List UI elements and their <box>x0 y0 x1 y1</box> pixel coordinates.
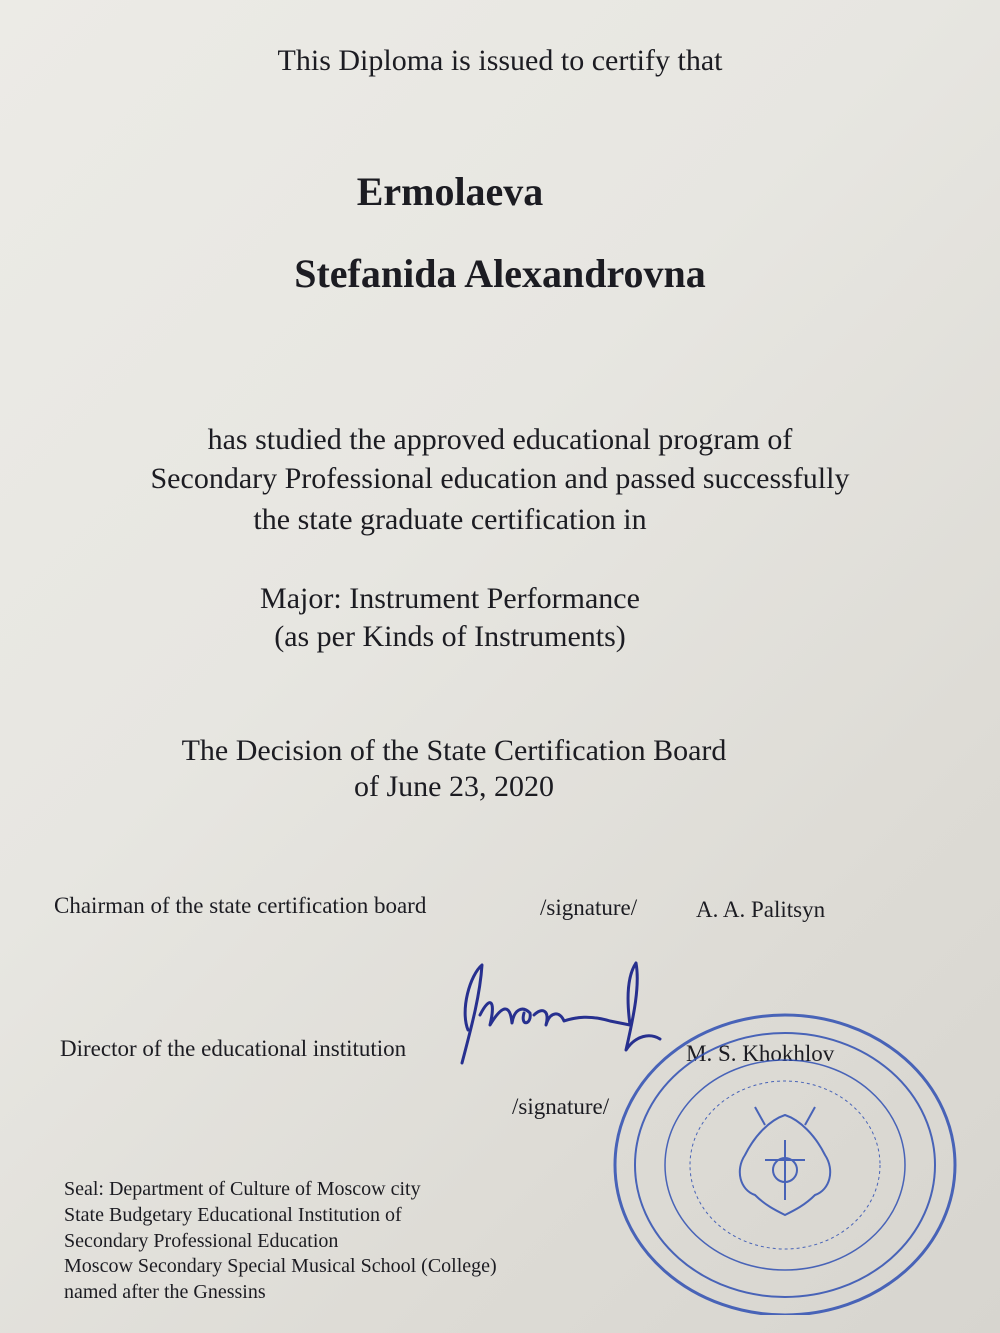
director-name: M. S. Khokhlov <box>686 1041 835 1066</box>
body-line-3: the state graduate certification in <box>253 503 647 536</box>
chairman-role: Chairman of the state certification board <box>54 893 427 918</box>
seal-description-3: Secondary Professional Education <box>64 1230 339 1252</box>
body-line-1: has studied the approved educational program of <box>207 423 793 456</box>
bleed-through-text-2 <box>540 350 640 380</box>
chairman-signature-placeholder: /signature/ <box>540 895 638 920</box>
director-role: Director of the educational institution <box>60 1036 407 1061</box>
decision-line-1: The Decision of the State Certification Board <box>181 734 727 767</box>
seal-description-4: Moscow Secondary Special Musical School (College) <box>64 1255 497 1277</box>
seal-description-5: named after the Gnessins <box>64 1281 266 1303</box>
director-signature-placeholder: /signature/ <box>512 1094 610 1119</box>
round-stamp-seal <box>605 995 965 1315</box>
graduate-given-names: Stefanida Alexandrovna <box>294 251 706 296</box>
major-line-1: Major: Instrument Performance <box>260 582 640 615</box>
intro-line: This Diploma is issued to certify that <box>277 44 723 77</box>
major-line-2: (as per Kinds of Instruments) <box>274 620 626 653</box>
body-line-2: Secondary Professional education and passed successfully <box>150 462 850 495</box>
seal-description-2: State Budgetary Educational Institution of <box>64 1204 402 1226</box>
decision-line-2: of June 23, 2020 <box>354 770 554 803</box>
graduate-surname: Ermolaeva <box>356 169 544 214</box>
seal-description-1: Seal: Department of Culture of Moscow city <box>64 1178 421 1200</box>
chairman-name: A. A. Palitsyn <box>696 897 826 922</box>
